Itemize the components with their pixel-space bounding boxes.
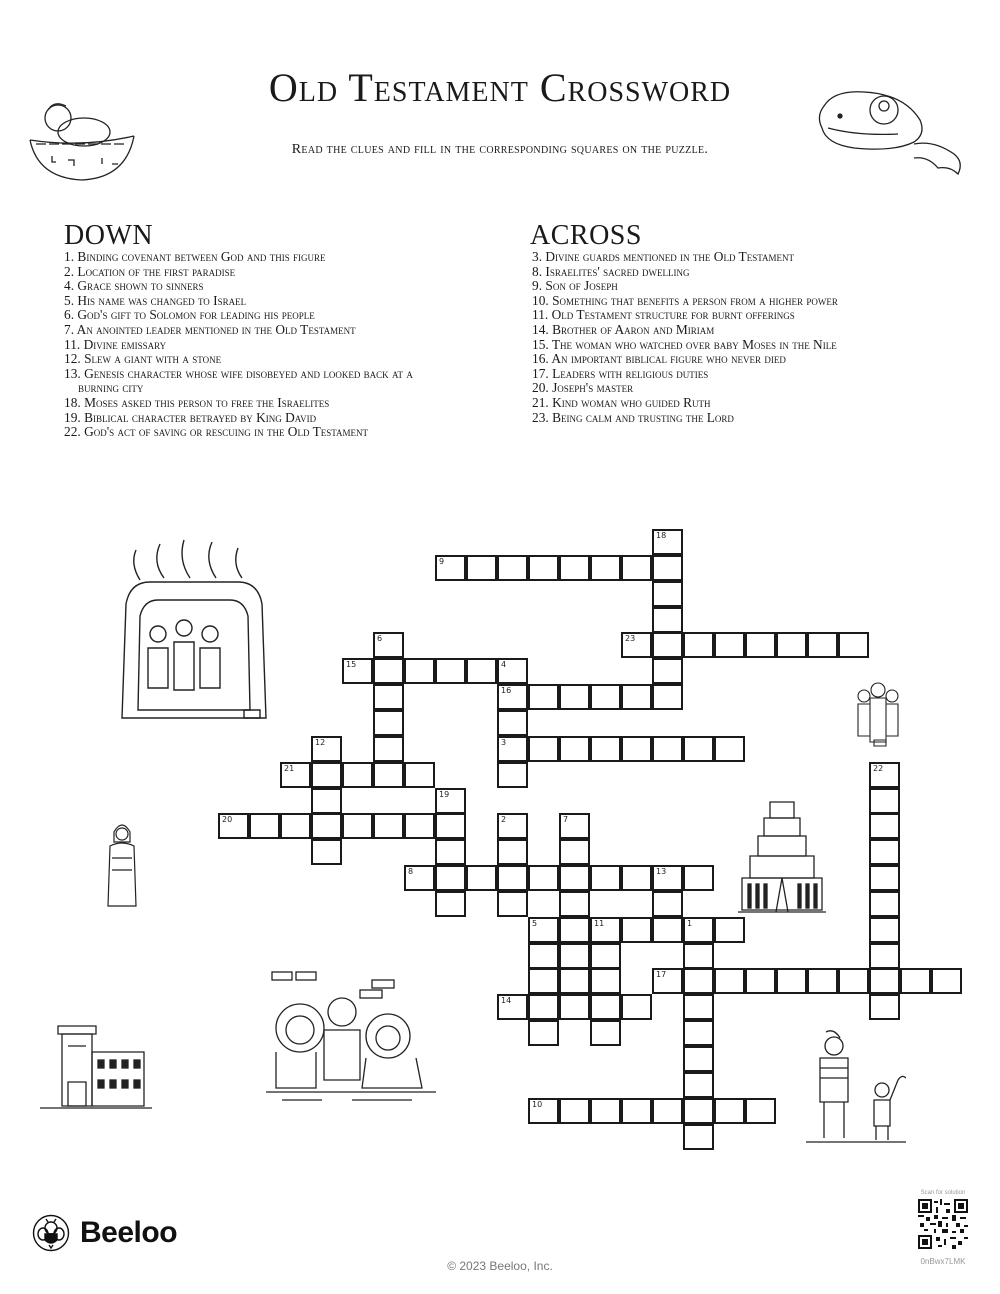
crossword-cell[interactable] (404, 813, 435, 839)
crossword-cell[interactable] (497, 839, 528, 865)
crossword-cell[interactable] (311, 762, 342, 788)
crossword-cell[interactable] (435, 865, 466, 891)
crossword-cell[interactable] (590, 555, 621, 581)
solution-qr[interactable] (914, 1190, 972, 1266)
brand-name: Beeloo (80, 1216, 178, 1249)
crossword-cell[interactable] (776, 632, 807, 658)
crossword-cell[interactable] (435, 891, 466, 917)
across-clue: 8. Israelites' sacred dwelling (532, 263, 690, 279)
crossword-cell[interactable] (559, 736, 590, 762)
crossword-cell[interactable] (404, 762, 435, 788)
crossword-cell[interactable] (311, 813, 342, 839)
across-heading: ACROSS (530, 220, 642, 251)
crossword-cell[interactable] (559, 917, 590, 943)
crossword-cell[interactable] (683, 1046, 714, 1072)
crossword-cell[interactable] (342, 658, 373, 684)
down-clue: 13. Genesis character whose wife disobeyed and looked back at a burning city (64, 365, 413, 396)
instructions: Read the clues and fill in the corresponding squares on the puzzle. (291, 142, 709, 157)
down-clue: 5. His name was changed to Israel (64, 292, 247, 308)
crossword-cell[interactable] (404, 658, 435, 684)
beeloo-logo (32, 1214, 177, 1252)
crossword-cell[interactable] (621, 994, 652, 1020)
crossword-cell[interactable] (435, 813, 466, 839)
down-clue-list (64, 250, 424, 440)
across-clue: 21. Kind woman who guided Ruth (532, 394, 711, 410)
crossword-cell[interactable] (497, 710, 528, 736)
crossword-cell[interactable] (466, 658, 497, 684)
crossword-cell[interactable] (559, 994, 590, 1020)
crossword-cell[interactable] (869, 839, 900, 865)
across-clue: 10. Something that benefits a person from a higher power (532, 292, 838, 308)
down-clue: 11. Divine emissary (64, 336, 167, 352)
crossword-cell[interactable] (776, 968, 807, 994)
across-clue: 16. An important biblical figure who never died (532, 351, 786, 367)
crossword-cell[interactable] (683, 1124, 714, 1150)
crossword-cell[interactable] (466, 555, 497, 581)
crossword-cell[interactable] (218, 813, 249, 839)
crossword-cell[interactable] (621, 736, 652, 762)
page-title: Old Testament Crossword (268, 65, 732, 110)
crossword-cell[interactable] (497, 891, 528, 917)
crossword-cell[interactable] (590, 994, 621, 1020)
crossword-cell[interactable] (528, 968, 559, 994)
clue-number: 20 (222, 815, 233, 824)
crossword-cell[interactable] (900, 968, 931, 994)
crossword-cell[interactable] (342, 762, 373, 788)
crossword-cell[interactable] (559, 891, 590, 917)
crossword-cell[interactable] (590, 1020, 621, 1046)
across-clue-list (532, 250, 902, 425)
across-clue: 11. Old Testament structure for burnt offerings (532, 307, 795, 323)
crossword-cell[interactable] (652, 581, 683, 607)
crossword-cell[interactable] (683, 865, 714, 891)
across-clue: 14. Brother of Aaron and Miriam (532, 321, 715, 337)
crossword-cell[interactable] (528, 1098, 559, 1124)
crossword-cell[interactable] (373, 762, 404, 788)
crossword-cell[interactable] (621, 865, 652, 891)
crossword-cell[interactable] (621, 632, 652, 658)
clue-number: 1 (687, 919, 693, 928)
crossword-cell[interactable] (714, 968, 745, 994)
crossword-cell[interactable] (683, 632, 714, 658)
clue-number: 4 (501, 660, 507, 669)
crossword-cell[interactable] (745, 968, 776, 994)
crossword-cell[interactable] (559, 839, 590, 865)
across-clue: 3. Divine guards mentioned in the Old Testament (532, 249, 795, 264)
crossword-cell[interactable] (559, 943, 590, 969)
crossword-cell[interactable] (683, 917, 714, 943)
down-clue: 2. Location of the first paradise (64, 263, 236, 279)
crossword-cell[interactable] (373, 632, 404, 658)
crossword-cell[interactable] (652, 891, 683, 917)
crossword-cell[interactable] (590, 917, 621, 943)
crossword-cell[interactable] (342, 813, 373, 839)
clue-number: 14 (501, 996, 512, 1005)
crossword-cell[interactable] (683, 1098, 714, 1124)
across-clue: 9. Son of Joseph (532, 278, 618, 294)
biblical-figures-group-illustration (852, 680, 902, 748)
crossword-cell[interactable] (559, 1098, 590, 1124)
crossword-cell[interactable] (683, 994, 714, 1020)
clue-number: 9 (439, 557, 445, 566)
crossword-cell[interactable] (559, 684, 590, 710)
crossword-cell[interactable] (373, 684, 404, 710)
crossword-cell[interactable] (621, 684, 652, 710)
crossword-cell[interactable] (869, 968, 900, 994)
crossword-cell[interactable] (621, 917, 652, 943)
clue-number: 22 (873, 764, 884, 773)
clue-number: 5 (532, 919, 538, 928)
crossword-cell[interactable] (590, 1098, 621, 1124)
crossword-cell[interactable] (373, 658, 404, 684)
crossword-cell[interactable] (652, 917, 683, 943)
crossword-cell[interactable] (683, 1072, 714, 1098)
qr-label: Scan for solution (920, 1190, 966, 1196)
crossword-cell[interactable] (559, 865, 590, 891)
clue-number: 8 (408, 867, 414, 876)
david-goliath-illustration (806, 1028, 906, 1148)
crossword-cell[interactable] (869, 865, 900, 891)
crossword-cell[interactable] (807, 968, 838, 994)
bee-icon (32, 1214, 70, 1252)
crossword-cell[interactable] (652, 658, 683, 684)
jonah-whale-illustration (818, 86, 978, 176)
down-clue: 6. God's gift to Solomon for leading his people (64, 307, 315, 323)
crossword-cell[interactable] (590, 968, 621, 994)
crossword-cell[interactable] (652, 684, 683, 710)
crossword-cell[interactable] (528, 865, 559, 891)
crossword-cell[interactable] (652, 529, 683, 555)
clue-number: 19 (439, 790, 450, 799)
crossword-cell[interactable] (652, 865, 683, 891)
down-clue: 19. Biblical character betrayed by King David (64, 409, 317, 425)
baby-moses-basket-illustration (22, 94, 142, 184)
crossword-cell[interactable] (497, 994, 528, 1020)
crossword-cell[interactable] (652, 632, 683, 658)
crossword-cell[interactable] (869, 788, 900, 814)
tower-of-babel-illustration (736, 796, 828, 914)
clue-number: 17 (656, 970, 667, 979)
crossword-cell[interactable] (838, 632, 869, 658)
crossword-cell[interactable] (838, 968, 869, 994)
crossword-cell[interactable] (652, 555, 683, 581)
crossword-cell[interactable] (497, 762, 528, 788)
crossword-cell[interactable] (311, 788, 342, 814)
crossword-cell[interactable] (528, 917, 559, 943)
crossword-cell[interactable] (528, 994, 559, 1020)
down-clue: 12. Slew a giant with a stone (64, 351, 222, 367)
crossword-cell[interactable] (652, 736, 683, 762)
down-clue: 22. God's act of saving or rescuing in the Old Testament (64, 424, 369, 440)
crossword-cell[interactable] (590, 865, 621, 891)
crossword-cell[interactable] (497, 736, 528, 762)
down-clue: 18. Moses asked this person to free the Israelites (64, 394, 330, 410)
qr-code-icon[interactable] (918, 1199, 968, 1249)
crossword-cell[interactable] (528, 736, 559, 762)
across-clue: 20. Joseph's master (532, 380, 634, 396)
crossword-cell[interactable] (869, 917, 900, 943)
woman-figure-illustration (104, 818, 140, 910)
crossword-cell[interactable] (745, 632, 776, 658)
crossword-cell[interactable] (373, 736, 404, 762)
crossword-cell[interactable] (683, 1020, 714, 1046)
crossword-cell[interactable] (497, 658, 528, 684)
clue-number: 12 (315, 738, 326, 747)
crossword-cell[interactable] (373, 813, 404, 839)
crossword-cell[interactable] (621, 1098, 652, 1124)
crossword-cell[interactable] (745, 1098, 776, 1124)
clue-number: 13 (656, 867, 667, 876)
clue-number: 16 (501, 686, 512, 695)
crossword-cell[interactable] (869, 762, 900, 788)
crossword-cell[interactable] (714, 1098, 745, 1124)
crossword-cell[interactable] (652, 968, 683, 994)
crossword-cell[interactable] (373, 710, 404, 736)
crossword-cell[interactable] (714, 736, 745, 762)
crossword-cell[interactable] (714, 632, 745, 658)
crossword-cell[interactable] (497, 813, 528, 839)
crossword-cell[interactable] (590, 943, 621, 969)
crossword-cell[interactable] (435, 658, 466, 684)
qr-code-id: 0nBwx7LMK (920, 1257, 966, 1266)
clue-number: 23 (625, 634, 636, 643)
crossword-cell[interactable] (683, 968, 714, 994)
crossword-cell[interactable] (714, 917, 745, 943)
crossword-cell[interactable] (621, 555, 652, 581)
clue-number: 18 (656, 531, 667, 540)
crossword-cell[interactable] (869, 943, 900, 969)
daniel-lions-den-illustration (262, 966, 442, 1106)
crossword-cell[interactable] (497, 555, 528, 581)
clue-number: 6 (377, 634, 383, 643)
across-clue: 15. The woman who watched over baby Moses in the Nile (532, 336, 837, 352)
clue-number: 10 (532, 1100, 543, 1109)
clue-number: 21 (284, 764, 295, 773)
crossword-cell[interactable] (652, 607, 683, 633)
crossword-cell[interactable] (528, 555, 559, 581)
copyright: © 2023 Beeloo, Inc. (447, 1259, 553, 1273)
crossword-cell[interactable] (466, 865, 497, 891)
crossword-cell[interactable] (435, 555, 466, 581)
crossword-cell[interactable] (280, 813, 311, 839)
crossword-cell[interactable] (869, 994, 900, 1020)
crossword-cell[interactable] (683, 943, 714, 969)
crossword-cell[interactable] (559, 813, 590, 839)
down-clue: 1. Binding covenant between God and this figure (64, 249, 326, 264)
crossword-cell[interactable] (404, 865, 435, 891)
down-heading: DOWN (64, 220, 154, 251)
crossword-cell[interactable] (652, 1098, 683, 1124)
crossword-cell[interactable] (559, 555, 590, 581)
crossword-cell[interactable] (497, 684, 528, 710)
crossword-cell[interactable] (435, 839, 466, 865)
down-clue: 4. Grace shown to sinners (64, 278, 204, 294)
temple-building-illustration (38, 1022, 154, 1112)
crossword-cell[interactable] (528, 684, 559, 710)
clue-number: 7 (563, 815, 569, 824)
clue-number: 3 (501, 738, 507, 747)
crossword-cell[interactable] (435, 788, 466, 814)
clue-number: 2 (501, 815, 507, 824)
crossword-cell[interactable] (311, 839, 342, 865)
crossword-cell[interactable] (590, 736, 621, 762)
crossword-cell[interactable] (683, 736, 714, 762)
clue-number: 15 (346, 660, 357, 669)
fiery-furnace-illustration (114, 538, 274, 728)
down-clue: 7. An anointed leader mentioned in the Old Testament (64, 321, 356, 337)
crossword-cell[interactable] (280, 762, 311, 788)
across-clue: 17. Leaders with religious duties (532, 365, 709, 381)
crossword-cell[interactable] (497, 865, 528, 891)
across-clue: 23. Being calm and trusting the Lord (532, 409, 734, 425)
crossword-cell[interactable] (869, 891, 900, 917)
crossword-cell[interactable] (931, 968, 962, 994)
crossword-cell[interactable] (528, 1020, 559, 1046)
crossword-cell[interactable] (869, 813, 900, 839)
crossword-cell[interactable] (559, 968, 590, 994)
crossword-cell[interactable] (590, 684, 621, 710)
crossword-cell[interactable] (807, 632, 838, 658)
crossword-cell[interactable] (249, 813, 280, 839)
crossword-cell[interactable] (528, 943, 559, 969)
clue-number: 11 (594, 919, 605, 928)
crossword-cell[interactable] (311, 736, 342, 762)
